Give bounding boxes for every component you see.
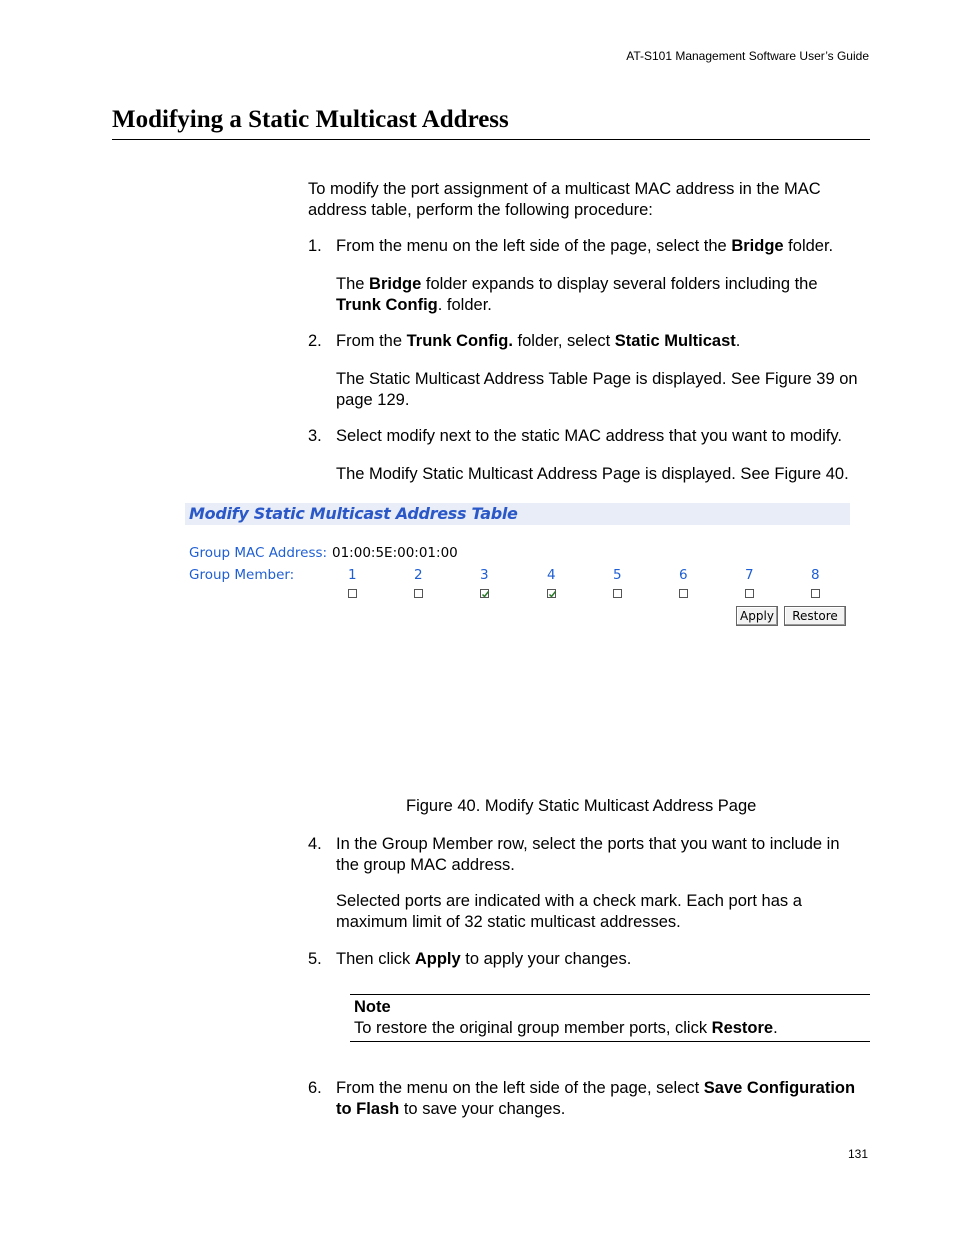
step-6-text: From the menu on the left side of the page, select Save Configuration to Flash to save your changes. <box>336 1079 856 1118</box>
note-bottom-rule <box>350 1041 870 1042</box>
step-number: 4. <box>308 835 322 853</box>
port-8-checkbox[interactable] <box>811 589 820 598</box>
group-member-label: Group Member: <box>189 567 295 583</box>
running-header: AT-S101 Management Software User’s Guide <box>626 49 869 63</box>
step-5-text: Then click Apply to apply your changes. <box>336 950 632 968</box>
port-1-checkbox[interactable] <box>348 589 357 598</box>
check-mark-icon <box>481 590 490 599</box>
port-6-checkbox[interactable] <box>679 589 688 598</box>
port-3-label: 3 <box>480 567 489 583</box>
port-5-label: 5 <box>613 567 622 583</box>
step-3-text: Select modify next to the static MAC address that you want to modify. <box>336 427 842 445</box>
step-number: 2. <box>308 332 322 350</box>
note-text: To restore the original group member ports, click Restore. <box>354 1019 778 1037</box>
figure-title: Modify Static Multicast Address Table <box>189 504 518 523</box>
step-4-text: In the Group Member row, select the ports that you want to include in the group MAC address. <box>336 835 840 874</box>
group-mac-label: Group MAC Address: <box>189 545 328 561</box>
title-rule <box>112 139 870 140</box>
step-4-result: Selected ports are indicated with a check mark. Each port has a maximum limit of 32 static multicast addresses. <box>336 892 802 931</box>
port-8-label: 8 <box>811 567 820 583</box>
group-mac-value: 01:00:5E:00:01:00 <box>332 545 458 561</box>
restore-button[interactable]: Restore <box>784 606 846 626</box>
note-top-rule <box>350 994 870 995</box>
step-2-result: The Static Multicast Address Table Page is displayed. See Figure 39 on page 129. <box>336 370 858 409</box>
port-6-label: 6 <box>679 567 688 583</box>
port-7-label: 7 <box>745 567 754 583</box>
step-1-text: From the menu on the left side of the page, select the Bridge folder. <box>336 237 834 255</box>
check-mark-icon <box>548 590 557 599</box>
page-number: 131 <box>847 1147 868 1161</box>
port-2-checkbox[interactable] <box>414 589 423 598</box>
step-number: 3. <box>308 427 322 445</box>
step-number: 5. <box>308 950 322 968</box>
figure-caption: Figure 40. Modify Static Multicast Address Page <box>406 797 757 815</box>
port-7-checkbox[interactable] <box>745 589 754 598</box>
step-1-result: The Bridge folder expands to display several folders including the Trunk Config. folder. <box>336 275 818 314</box>
intro-paragraph: To modify the port assignment of a multicast MAC address in the MAC address table, perform the following procedure: <box>308 180 821 219</box>
port-3-checkbox[interactable] <box>480 589 489 598</box>
port-4-checkbox[interactable] <box>547 589 556 598</box>
port-2-label: 2 <box>414 567 423 583</box>
note-heading: Note <box>354 998 391 1016</box>
port-5-checkbox[interactable] <box>613 589 622 598</box>
section-title: Modifying a Static Multicast Address <box>112 106 509 133</box>
port-4-label: 4 <box>547 567 556 583</box>
step-2-text: From the Trunk Config. folder, select Static Multicast. <box>336 332 741 350</box>
step-3-result: The Modify Static Multicast Address Page is displayed. See Figure 40. <box>336 465 849 483</box>
step-number: 1. <box>308 237 322 255</box>
port-1-label: 1 <box>348 567 357 583</box>
apply-button[interactable]: Apply <box>736 606 778 626</box>
step-number: 6. <box>308 1079 322 1097</box>
